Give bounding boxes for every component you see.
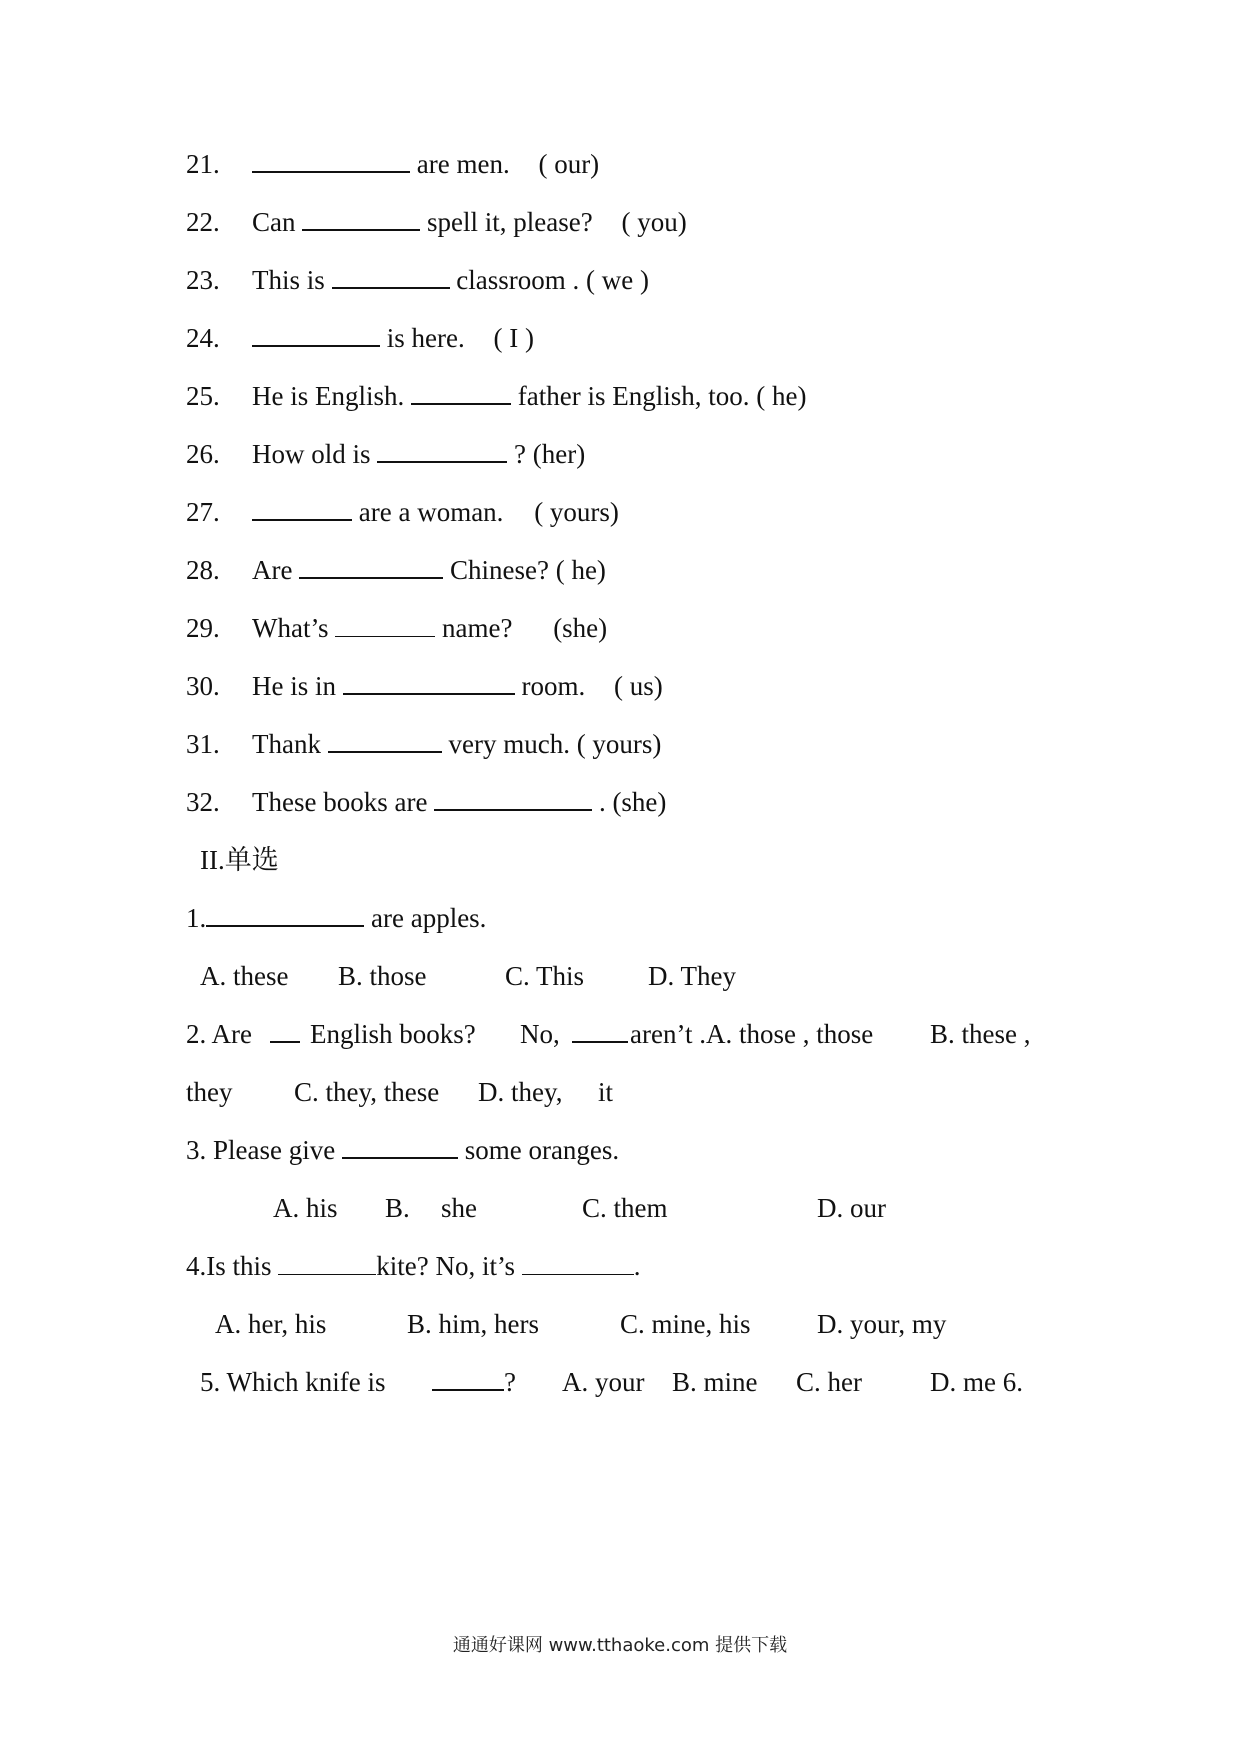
question-text: . [633,1251,641,1281]
answer-blank[interactable] [328,727,442,753]
answer-blank[interactable] [572,1017,628,1043]
option-b[interactable]: B. mine [672,1367,758,1397]
question-text: father is English, too. ( he) [517,381,807,411]
option-c[interactable]: C. her [796,1367,862,1397]
answer-blank[interactable] [270,1017,300,1043]
question-text: English books? [310,1019,476,1049]
option-c[interactable]: C. them [582,1193,668,1223]
question-text: Thank [252,729,321,759]
answer-blank[interactable] [522,1250,634,1275]
question-text: is here. [386,323,465,353]
answer-blank[interactable] [434,785,592,811]
question-number: 26. [186,439,220,469]
question-text: are men. [416,149,510,179]
question-text: ? (her) [514,439,586,469]
question-number: 22. [186,207,220,237]
option-a[interactable]: A. these [200,961,289,991]
question-number: 21. [186,149,220,179]
question-mark: ? [504,1367,516,1397]
option-b-text[interactable]: she [441,1193,477,1223]
question-text: 2. Are [186,1019,252,1049]
hint-text: ( I ) [493,323,534,353]
answer-blank[interactable] [252,321,380,347]
question-text: spell it, please? [427,207,593,237]
question-text: classroom . ( we ) [456,265,649,295]
question-text: He is in [252,671,336,701]
question-text: name? [441,613,513,643]
option-b[interactable]: B. him, hers [407,1309,539,1339]
option-c[interactable]: C. mine, his [620,1309,751,1339]
question-text: How old is [252,439,371,469]
question-text: are apples. [371,903,487,933]
question-number: 28. [186,555,220,585]
question-number: 32. [186,787,220,817]
option-b[interactable]: B. these , [930,1019,1031,1049]
question-text: Are [252,555,293,585]
question-text: Chinese? ( he) [449,555,606,585]
answer-blank[interactable] [332,263,450,289]
option-c[interactable]: C. This [505,961,585,991]
hint-text: ( us) [614,671,663,701]
question-number: 31. [186,729,220,759]
question-text: No, [520,1019,560,1049]
question-text: 3. Please give [186,1135,336,1165]
option-d[interactable]: D. your, my [817,1309,947,1339]
option-d[interactable]: D. our [817,1193,886,1223]
question-text: This is [252,265,325,295]
hint-text: ( yours) [534,497,619,527]
answer-blank[interactable] [335,612,435,637]
answer-blank[interactable] [302,205,420,231]
answer-blank[interactable] [342,1133,458,1159]
option-c[interactable]: C. they, these [294,1077,440,1107]
option-a[interactable]: A. his [273,1193,338,1223]
question-text: kite? No, it’s [376,1251,515,1281]
answer-blank[interactable] [206,901,364,927]
option-d[interactable]: D. me 6. [930,1367,1023,1397]
hint-text: ( our) [538,149,600,179]
question-text: He is English. [252,381,405,411]
mc-question-4 [186,1249,641,1283]
option-d-cont[interactable]: it [598,1077,614,1107]
question-number: 1. [186,903,207,933]
answer-blank[interactable] [278,1250,376,1275]
answer-blank[interactable] [377,437,507,463]
option-b-cont[interactable]: they [186,1077,233,1107]
answer-blank[interactable] [343,669,515,695]
question-text: are a woman. [358,497,504,527]
hint-text: ( you) [621,207,687,237]
answer-blank[interactable] [252,495,352,521]
question-number: 30. [186,671,220,701]
question-number: 24. [186,323,220,353]
hint-text: (she) [553,613,608,643]
question-number: 29. [186,613,220,643]
question-text: very much. ( yours) [448,729,662,759]
question-text: These books are [252,787,428,817]
mc-question-3 [186,1133,619,1167]
option-d[interactable]: D. They [648,961,736,991]
question-text: some oranges. [464,1135,620,1165]
answer-blank[interactable] [252,147,410,173]
option-b[interactable]: B. those [338,961,427,991]
option-a[interactable]: A. your [562,1367,645,1397]
question-text: What’s [252,613,329,643]
answer-blank[interactable] [411,379,511,405]
section-heading: II.单选 [200,845,279,875]
question-number: 25. [186,381,220,411]
answer-blank[interactable] [299,553,443,579]
option-b[interactable]: B. [385,1193,410,1223]
question-text: 5. Which knife is [200,1367,386,1397]
question-text: 4.Is this [186,1251,272,1281]
question-number: 23. [186,265,220,295]
question-text: aren’t .A. those , those [630,1019,874,1049]
question-text: . (she) [598,787,667,817]
question-text: room. [521,671,586,701]
answer-blank[interactable] [432,1365,504,1391]
mc-question-1 [186,901,486,935]
question-number: 27. [186,497,220,527]
option-a[interactable]: A. her, his [215,1309,327,1339]
question-text: Can [252,207,296,237]
option-d[interactable]: D. they, [478,1077,563,1107]
footer-credit: 通通好课网 www.tthaoke.com 提供下载 [452,1635,788,1656]
